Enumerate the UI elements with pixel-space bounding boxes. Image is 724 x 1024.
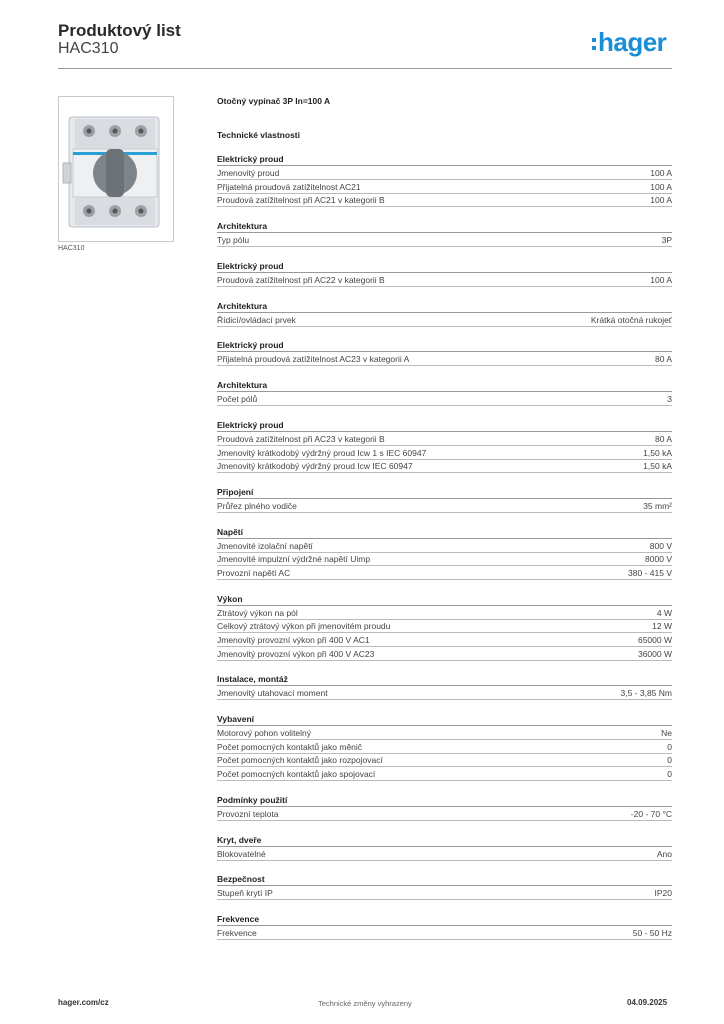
spec-label: Ztrátový výkon na pól (217, 607, 298, 618)
group-title: Elektrický proud (217, 340, 672, 352)
spec-label: Jmenovité impulzní výdržné napětí Uimp (217, 554, 371, 565)
spec-value: 12 W (652, 621, 672, 632)
spec-row (217, 741, 672, 754)
spec-value: 0 (667, 741, 672, 752)
group-title: Kryt, dveře (217, 835, 672, 847)
spec-value: 3,5 - 3,85 Nm (620, 688, 672, 699)
footer-date: 04.09.2025 (627, 998, 668, 1007)
spec-value: 100 A (650, 168, 672, 178)
spec-value: 4 W (656, 607, 672, 618)
spec-value: 80 A (654, 434, 672, 444)
spec-label: Celkový ztrátový výkon při jmenovitém proudu (217, 621, 391, 632)
product-name: Otočný vypínač 3P In=100 A (217, 96, 331, 106)
spec-value: 0 (667, 755, 672, 766)
spec-label: Průřez plného vodiče (217, 501, 297, 511)
spec-value: 35 mm² (643, 501, 672, 511)
spec-label: Stupeň krytí IP (217, 888, 273, 899)
spec-row (217, 727, 672, 740)
spec-row (217, 620, 672, 633)
spec-value: 65000 W (637, 635, 672, 645)
spec-label: Počet pomocných kontaktů jako rozpojovací (217, 755, 383, 766)
spec-row (217, 353, 672, 366)
spec-row (217, 648, 672, 661)
group-title: Elektrický proud (217, 420, 672, 432)
spec-row (217, 768, 672, 781)
spec-label: Proudová zatížitelnost při AC23 v kategorii B (217, 434, 385, 444)
spec-row (217, 393, 672, 406)
spec-value: 100 A (650, 274, 672, 285)
group-title: Podmínky použití (217, 795, 672, 807)
spec-row (217, 433, 672, 446)
spec-label: Počet pólů (217, 394, 258, 405)
product-code: HAC310 (58, 40, 119, 57)
spec-row (217, 808, 672, 821)
group-title: Elektrický proud (217, 154, 672, 166)
spec-row (217, 553, 672, 566)
spec-row (217, 634, 672, 647)
spec-row (217, 500, 672, 513)
spec-row (217, 234, 672, 247)
group-title: Frekvence (217, 914, 672, 926)
spec-value: 1,50 kA (643, 447, 672, 458)
spec-label: Jmenovitý proud (217, 168, 280, 178)
spec-label: Jmenovitý provozní výkon při 400 V AC23 (217, 648, 375, 659)
spec-label: Jmenovitý provozní výkon při 400 V AC1 (217, 635, 370, 645)
footer-note: Technické změny vyhrazeny (318, 999, 412, 1008)
spec-row (217, 687, 672, 700)
spec-row (217, 274, 672, 287)
spec-label: Proudová zatížitelnost při AC22 v kategorii B (217, 274, 385, 285)
spec-value: Krátká otočná rukojeť (590, 314, 672, 325)
group-title: Architektura (217, 380, 672, 392)
spec-row (217, 447, 672, 460)
rotary-switch-illustration (59, 97, 173, 241)
group-title: Napětí (217, 527, 672, 539)
spec-label: Blokovatelné (217, 848, 266, 859)
group-title: Bezpečnost (217, 874, 672, 886)
spec-value: 0 (667, 769, 672, 779)
group-title: Připojení (217, 487, 672, 499)
spec-value: 8000 V (645, 554, 672, 565)
spec-value: 50 - 50 Hz (632, 928, 672, 939)
spec-row (217, 194, 672, 207)
product-image (58, 96, 174, 242)
spec-row (217, 754, 672, 767)
spec-row (217, 567, 672, 580)
spec-row (217, 181, 672, 194)
spec-label: Jmenovitý utahovací moment (217, 688, 328, 699)
spec-label: Proudová zatížitelnost při AC21 v kategorii B (217, 195, 385, 206)
logo-text: hager (598, 27, 667, 57)
spec-label: Motorový pohon volitelný (217, 728, 312, 739)
logo-dots-icon (592, 35, 596, 53)
spec-value: Ano (656, 848, 672, 859)
spec-label: Počet pomocných kontaktů jako měnič (217, 741, 363, 752)
spec-row (217, 887, 672, 900)
spec-label: Řídicí/ovládací prvek (217, 314, 296, 325)
spec-label: Jmenovité izolační napětí (217, 540, 313, 551)
spec-value: IP20 (654, 888, 672, 899)
spec-value: 1,50 kA (643, 461, 672, 472)
header-divider (58, 68, 672, 69)
section-title: Technické vlastnosti (217, 130, 300, 140)
spec-value: -20 - 70 °C (630, 808, 672, 819)
footer-website-link[interactable]: hager.com/cz (58, 998, 109, 1007)
group-title: Instalace, montáž (217, 674, 672, 686)
group-title: Architektura (217, 221, 672, 233)
spec-row (217, 167, 672, 180)
spec-label: Přijatelná proudová zatížitelnost AC23 v kategorii A (217, 354, 410, 365)
spec-row (217, 314, 672, 327)
spec-label: Frekvence (217, 928, 257, 939)
spec-label: Počet pomocných kontaktů jako spojovací (217, 769, 376, 779)
hager-logo (592, 27, 666, 57)
spec-label: Typ pólu (217, 235, 250, 245)
spec-value: 80 A (654, 354, 672, 365)
spec-row (217, 607, 672, 620)
spec-value: 100 A (650, 181, 672, 192)
spec-value: 3P (661, 235, 672, 245)
spec-value: 100 A (650, 195, 672, 206)
spec-value: 3 (667, 394, 672, 405)
spec-row (217, 460, 672, 473)
group-title: Výkon (217, 594, 672, 606)
spec-label: Provozní napětí AC (217, 568, 291, 578)
spec-label: Přijatelná proudová zatížitelnost AC21 (217, 181, 361, 192)
spec-value: 380 - 415 V (628, 568, 672, 578)
spec-label: Provozní teplota (217, 808, 279, 819)
spec-row (217, 927, 672, 940)
spec-label: Jmenovitý krátkodobý výdržný proud Icw IEC 60947 (217, 461, 413, 472)
group-title: Elektrický proud (217, 261, 672, 273)
group-title: Architektura (217, 301, 672, 313)
spec-row (217, 540, 672, 553)
spec-row (217, 848, 672, 861)
image-caption: HAC310 (58, 245, 85, 252)
spec-label: Jmenovitý krátkodobý výdržný proud Icw 1 s IEC 60947 (217, 447, 427, 458)
group-title: Vybavení (217, 714, 672, 726)
page-title: Produktový list (58, 21, 181, 40)
spec-value: 36000 W (637, 648, 672, 659)
spec-value: Ne (661, 728, 672, 739)
spec-value: 800 V (649, 540, 672, 551)
